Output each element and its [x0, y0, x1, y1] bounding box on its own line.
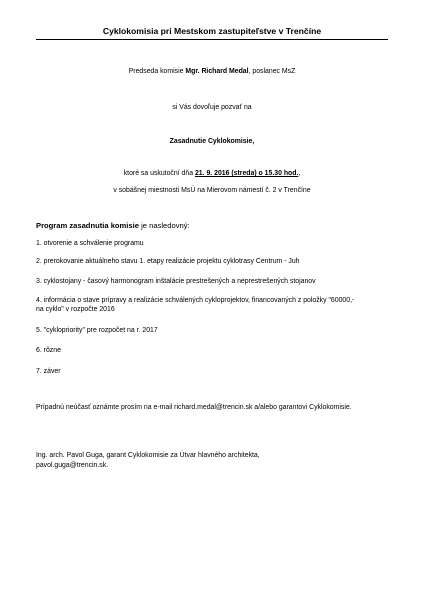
meeting-date-time: 21. 9. 2016 (streda) o 15.30 hod.: [194, 170, 299, 177]
intro-suffix: , poslanec MsZ: [248, 68, 296, 75]
intro-prefix: Predseda komisie: [128, 68, 186, 75]
document-header: Cyklokomisia pri Mestskom zastupiteľstve v Trenčíne: [36, 26, 388, 40]
program-title: [36, 221, 396, 230]
date-prefix: ktoré sa uskutoční dňa: [123, 170, 195, 177]
date-line: [0, 170, 424, 177]
program-title-rest: je nasledovný:: [138, 221, 190, 230]
chair-name: Mgr. Richard Medal: [185, 68, 249, 75]
program-item: 7. záver: [36, 368, 61, 375]
contact-line-2: pavol.guga@trencin.sk.: [36, 462, 109, 469]
program-item: 1. otvorenie a schválenie programu: [36, 240, 144, 247]
program-title-bold: Program zasadnutia komisie: [36, 221, 139, 230]
invite-line: si Vás dovoľuje pozvať na: [172, 104, 252, 111]
program-item: 2. prerokovanie aktuálneho stavu 1. etapy realizácie projektu cyklotrasy Centrum - Juh: [36, 258, 300, 265]
program-item: 5. "cyklopriority" pre rozpočet na r. 2017: [36, 327, 158, 334]
meeting-title: Zasadnutie Cyklokomisie,: [169, 138, 255, 145]
program-item: 4. informácia o stave prípravy a realizácie schválených cykloprojektov, financovaných z položky "60000,- na cyklo" v rozpočte 2016: [36, 297, 355, 313]
intro-line: [0, 68, 424, 75]
contact-line-1: Ing. arch. Pavol Guga, garant Cyklokomisie za Útvar hlavného architekta,: [36, 452, 260, 459]
program-item: 6. rôzne: [36, 347, 61, 354]
location-line: v sobášnej miestnosti MsÚ na Mierovom námestí č. 2 v Trenčíne: [113, 187, 311, 194]
absence-note: Prípadnú neúčasť oznámte prosím na e-mail richard.medal@trencin.sk a/alebo garantovi Cyklokomisie.: [36, 404, 352, 411]
date-suffix: ,: [298, 170, 301, 177]
program-item: 3. cyklostojany - časový harmonogram inštalácie prestrešených a neprestrešených stojanov: [36, 278, 316, 285]
